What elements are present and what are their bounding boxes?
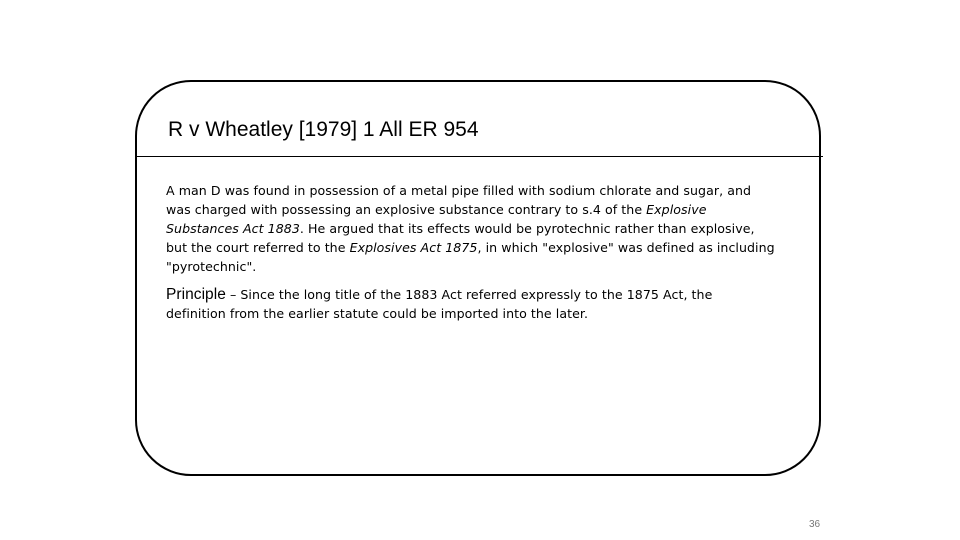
- principle-label: Principle: [166, 286, 226, 303]
- principle-text: Since the long title of the 1883 Act referred expressly to the 1875 Act, the definition from the earlier statute could be imported into the later.: [166, 287, 713, 321]
- facts-text-1: A man D was found in possession of a metal pipe filled with sodium chlorate and sugar, and was charged with possessing an explosive substance contrary to s.4 of the: [166, 183, 752, 217]
- title-divider: [135, 156, 823, 157]
- case-facts: [166, 181, 776, 276]
- statute-1875: Explosives Act 1875: [349, 240, 478, 255]
- principle-dash: –: [225, 287, 241, 302]
- case-body: [166, 181, 776, 323]
- facts-text-3: , in which "explosive" was defined as including "pyrotechnic".: [166, 240, 775, 274]
- case-title: R v Wheatley [1979] 1 All ER 954: [168, 118, 479, 141]
- case-principle: [166, 285, 776, 323]
- facts-text-2: . He argued that its effects would be pyrotechnic rather than explosive, but the court referred to the: [166, 221, 755, 255]
- page-number: 36: [809, 519, 821, 530]
- statute-1883: Explosive Substances Act 1883: [166, 202, 707, 236]
